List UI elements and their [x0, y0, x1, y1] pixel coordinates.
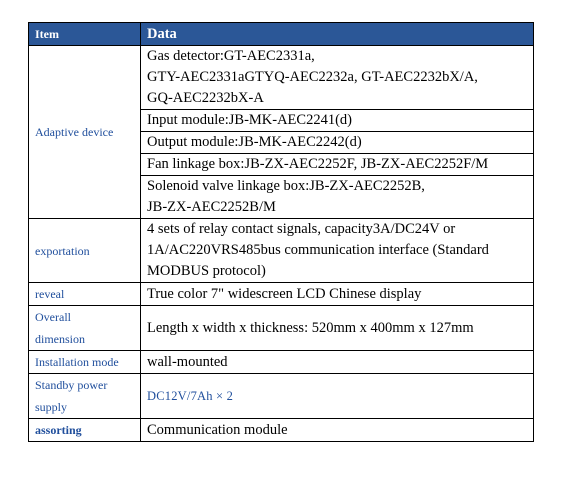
value-standby-power: DC12V/7Ah × 2: [141, 374, 534, 419]
gas-detector-text: Gas detector:GT-AEC2331a, GTY-AEC2331aGTYQ-AEC2232a, GT-AEC2232bX/A, GQ-AEC2232bX-A: [147, 48, 478, 106]
value-exportation: [141, 219, 534, 283]
overall-dimension-label-text: Overall dimension: [35, 310, 85, 346]
label-assorting: assorting: [29, 419, 141, 442]
value-overall-dimension: Length x width x thickness: 520mm x 400mm x 127mm: [141, 306, 534, 351]
spec-table: [28, 22, 534, 442]
label-installation-mode: Installation mode: [29, 351, 141, 374]
value-installation-mode: wall-mounted: [141, 351, 534, 374]
value-solenoid-valve: [141, 176, 534, 219]
label-reveal: reveal: [29, 283, 141, 306]
solenoid-valve-text: Solenoid valve linkage box:JB-ZX-AEC2252B, JB-ZX-AEC2252B/M: [147, 178, 425, 215]
row-assorting: [29, 419, 534, 442]
standby-power-label-text: Standby power supply: [35, 378, 108, 414]
label-standby-power: [29, 374, 141, 419]
value-fan-linkage: Fan linkage box:JB-ZX-AEC2252F, JB-ZX-AEC2252F/M: [141, 154, 534, 176]
row-installation-mode: [29, 351, 534, 374]
header-row: [29, 23, 534, 46]
row-exportation: [29, 219, 534, 283]
row-gas-detector: [29, 46, 534, 110]
value-reveal: True color 7" widescreen LCD Chinese display: [141, 283, 534, 306]
row-standby-power: [29, 374, 534, 419]
value-input-module: Input module:JB-MK-AEC2241(d): [141, 110, 534, 132]
exportation-text: 4 sets of relay contact signals, capacity3A/DC24V or 1A/AC220VRS485bus communication interface (Standard MODBUS protocol): [147, 221, 489, 279]
value-gas-detector: [141, 46, 534, 110]
value-output-module: Output module:JB-MK-AEC2242(d): [141, 132, 534, 154]
row-overall-dimension: [29, 306, 534, 351]
row-reveal: [29, 283, 534, 306]
label-overall-dimension: [29, 306, 141, 351]
header-data: Data: [141, 23, 534, 46]
header-item: Item: [29, 23, 141, 46]
label-exportation: exportation: [29, 219, 141, 283]
label-adaptive-device: Adaptive device: [29, 46, 141, 219]
value-assorting: Communication module: [141, 419, 534, 442]
